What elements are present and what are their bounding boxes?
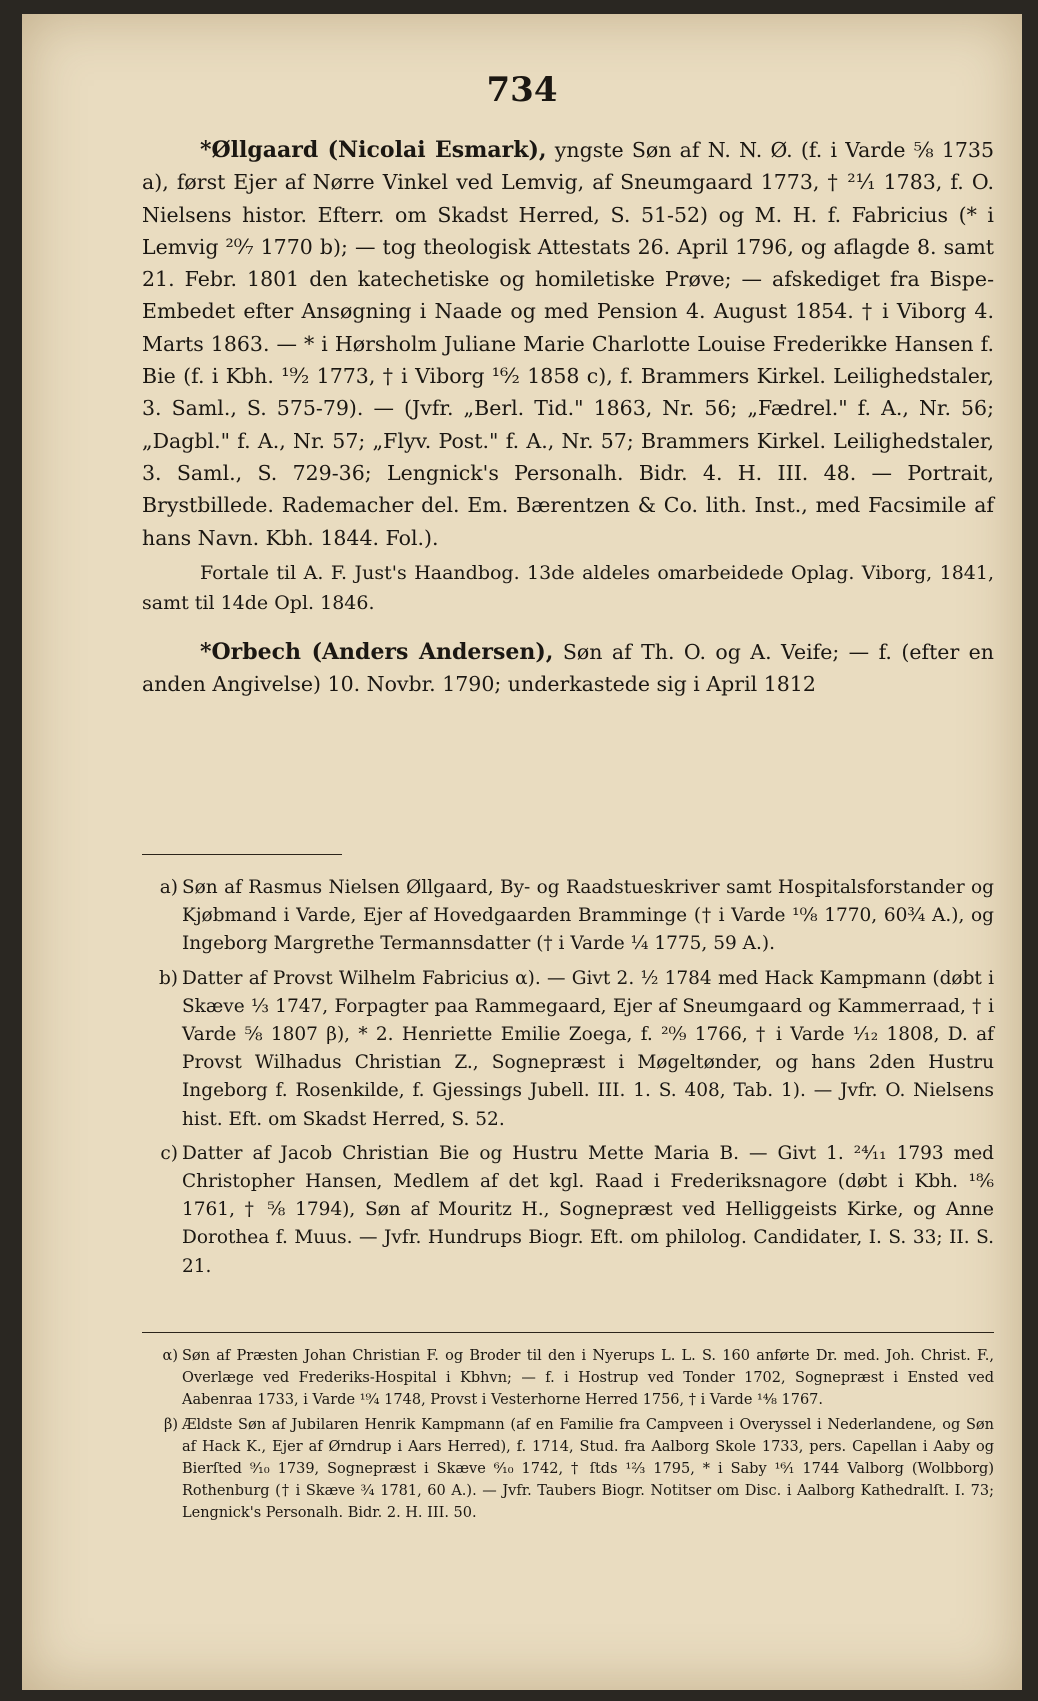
book-page <box>22 14 1022 1690</box>
subfootnote-rule <box>142 1332 994 1333</box>
footnotes <box>142 874 994 1287</box>
footnote-rule <box>142 854 342 855</box>
entry-orbech <box>142 636 994 701</box>
footnote-b <box>142 965 994 1134</box>
subfootnote-label: α) <box>162 1348 178 1364</box>
footnote-text: Søn af Rasmus Nielsen Øllgaard, By- og Raadstueskriver samt Hospitalsforstander og Kjøbmand i Varde, Ejer af Hovedgaarden Bramminge († i Varde ¹⁰⁄₈ 1770, 60¾ A.), og Ingeborg Margrethe Termannsdatter († i Varde ¼ 1775, 59 A.). <box>182 877 994 955</box>
footnote-a <box>142 874 994 959</box>
subfootnote-alpha <box>142 1346 994 1411</box>
footnote-text: Datter af Jacob Christian Bie og Hustru Mette Maria B. — Givt 1. ²⁴⁄₁₁ 1793 med Christopher Hansen, Medlem af det kgl. Raad i Frederiksnagore (døbt i Kbh. ¹⁸⁄₆ 1761, † ⅝ 1794), Søn af Mouritz H., Sognepræst ved Helliggeists Kirke, og Anne Dorothea f. Muus. — Jvfr. Hundrups Biogr. Eft. om philolog. Candidater, I. S. 33; II. S. 21. <box>182 1142 994 1277</box>
footnote-label: c) <box>160 1142 178 1164</box>
subfootnote-text: Søn af Præsten Johan Christian F. og Broder til den i Nyerups L. L. S. 160 anførte Dr. med. Joh. Christ. F., Overlæge ved Frederiks-Hospital i Kbhvn; — f. i Hostrup ved Tonder 1702, Sognepræst i Ensted ved Aabenraa 1733, i Varde ¹⁹⁄₄ 1748, Provst i Vesterhorne Herred 1756, † i Varde ¹⁴⁄₈ 1767. <box>182 1348 994 1408</box>
subfootnote-label: β) <box>163 1417 178 1434</box>
entry-orbech-head: *Orbech (Anders Andersen), <box>200 638 554 665</box>
main-text <box>142 134 994 700</box>
entry-ollgaard-text: yngste Søn af N. N. Ø. (f. i Varde ⅝ 1735 a), først Ejer af Nørre Vinkel ved Lemvig, af Sneumgaard 1773, † ²¹⁄₁ 1783, f. O. Nielsens histor. Efterr. om Skadst Herred, S. 51-52) og M. H. f. Fabricius (* i Lemvig ²⁰⁄₇ 1770 b); — tog theologisk Attestats 26. April 1796, og aflagde 8. samt 21. Febr. 1801 den katechetiske og homiletiske Prøve; — afskediget fra Bispe-Embedet efter Ansøgning i Naade og med Pension 4. August 1854. † i Viborg 4. Marts 1863. — * i Hørsholm Juliane Marie Charlotte Louise Frederikke Hansen f. Bie (f. i Kbh. ¹⁹⁄₂ 1773, † i Viborg ¹⁶⁄₂ 1858 c), f. Brammers Kirkel. Leilighedstaler, 3. Saml., S. 575-79). — (Jvfr. „Berl. Tid." 1863, Nr. 56; „Fædrel." f. A., Nr. 56; „Dagbl." f. A., Nr. 57; „Flyv. Post." f. A., Nr. 57; Brammers Kirkel. Leilighedstaler, 3. Saml., S. 729-36; Lengnick's Personalh. Bidr. 4. H. III. 48. — Portrait, Brystbillede. Rademacher del. Em. Bærentzen & Co. lith. Inst., med Facsimile af hans Navn. Kbh. 1844. Fol.). <box>142 138 994 550</box>
subfootnote-text: Ældste Søn af Jubilaren Henrik Kampmann (af en Familie fra Campveen i Overyssel i Nederlandene, og Søn af Hack K., Ejer af Ørndrup i Aars Herred), f. 1714, Stud. fra Aalborg Skole 1733, pers. Capellan i Aaby og Bierſted ⁹⁄₁₀ 1739, Sognepræst i Skæve ⁶⁄₁₀ 1742, † ſtds ¹²⁄₃ 1795, * i Saby ¹⁶⁄₁ 1744 Valborg (Wolbborg) Rothenburg († i Skæve ³⁄₄ 1781, 60 A.). — Jvfr. Taubers Biogr. Notitser om Disc. i Aalborg Kathedralſt. I. 73; Lengnick's Personalh. Bidr. 2. H. III. 50. <box>182 1417 994 1521</box>
footnote-label: a) <box>159 877 178 898</box>
subfootnote-beta <box>142 1415 994 1524</box>
page-number: 734 <box>486 70 558 110</box>
preface-note: Fortale til A. F. Just's Haandbog. 13de aldeles omarbeidede Oplag. Viborg, 1841, samt til 14de Opl. 1846. <box>142 561 994 614</box>
footnote-label: b) <box>158 967 178 989</box>
entry-ollgaard <box>142 134 994 554</box>
entry-ollgaard-head: *Øllgaard (Nicolai Esmark), <box>200 137 547 163</box>
entry-orbech-text: Søn af Th. O. og A. Veife; — f. (efter en anden Angivelse) 10. Novbr. 1790; underkastede sig i April 1812 <box>142 639 994 697</box>
footnote-text: Datter af Provst Wilhelm Fabricius α). — Givt 2. ½ 1784 med Hack Kampmann (døbt i Skæve ⅓ 1747, Forpagter paa Rammegaard, Ejer af Sneumgaard og Kammerraad, † i Varde ⅝ 1807 β), * 2. Henriette Emilie Zoega, f. ²⁰⁄₉ 1766, † i Varde ¹⁄₁₂ 1808, D. af Provst Wilhadus Christian Z., Sognepræst i Møgeltønder, og hans 2den Hustru Ingeborg f. Rosenkilde, f. Gjessings Jubell. III. 1. S. 408, Tab. 1). — Jvfr. O. Nielsens hist. Eft. om Skadst Herred, S. 52. <box>182 967 994 1130</box>
subfootnotes <box>142 1346 994 1528</box>
footnote-c <box>142 1140 994 1281</box>
